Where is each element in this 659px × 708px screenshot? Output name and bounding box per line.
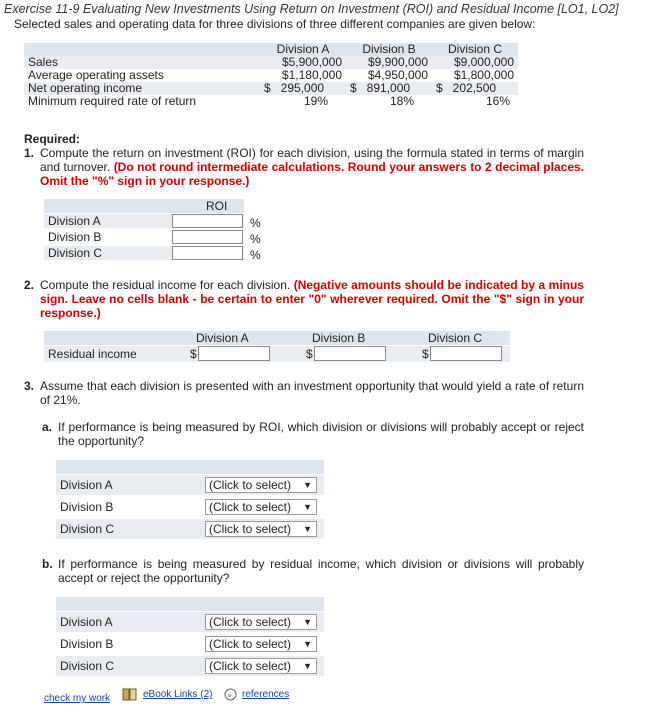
cell: 18% (389, 94, 414, 108)
references-label: references (242, 689, 290, 700)
question-3 (24, 379, 584, 407)
cell: $ 295,000 (260, 82, 346, 95)
q3b-select-division-b[interactable] (205, 636, 317, 652)
roi-input-division-a[interactable] (172, 214, 243, 228)
roi-table-header (44, 199, 244, 213)
question-number: 1. (24, 146, 35, 160)
row-label: Sales (24, 56, 260, 69)
cell: $9,900,000 (346, 56, 432, 69)
q3a-row-label: Division B (60, 500, 114, 514)
select-value: (Click to select) (209, 659, 292, 673)
percent-sign: % (250, 232, 261, 246)
required-heading: Required: (24, 132, 81, 146)
question-number: 2. (24, 278, 35, 292)
cell: $1,180,000 (281, 68, 342, 82)
question-number: 3. (24, 379, 35, 393)
dropdown-arrow-icon: ▼ (303, 502, 312, 512)
dropdown-arrow-icon: ▼ (303, 524, 312, 534)
q3b-select-division-c[interactable] (205, 658, 317, 674)
roi-column-header: ROI (206, 199, 228, 213)
check-my-work-link[interactable] (44, 690, 110, 704)
cell: $ 202,500 (432, 82, 518, 95)
percent-sign: % (250, 248, 261, 262)
book-icon (122, 688, 138, 701)
references-icon (224, 688, 237, 701)
row-label: Minimum required rate of return (28, 94, 197, 108)
q3b-select-division-a[interactable] (205, 614, 317, 630)
col-division-b: Division B (346, 43, 432, 56)
question-text: If performance is being measured by residual income, which division or divisions will probably accept or reject the opportunity? (58, 557, 584, 585)
col-division-c: Division C (428, 331, 483, 345)
dropdown-arrow-icon: ▼ (303, 617, 312, 627)
question-text: Assume that each division is presented with an investment opportunity that would yield a rate of return of 21%. (40, 379, 584, 407)
ebook-links-label: eBook Links (2) (143, 689, 213, 700)
exercise-title: Exercise 11-9 Evaluating New Investments Using Return on Investment (ROI) and Residual Income [LO1, LO2] (4, 2, 619, 16)
dropdown-arrow-icon: ▼ (303, 639, 312, 649)
select-value: (Click to select) (209, 522, 292, 536)
select-value: (Click to select) (209, 637, 292, 651)
select-value: (Click to select) (209, 478, 292, 492)
references-link[interactable] (224, 688, 289, 701)
q3b-row-label: Division C (60, 659, 115, 673)
cell: $1,800,000 (453, 68, 514, 82)
question-3b (42, 557, 584, 585)
select-value: (Click to select) (209, 615, 292, 629)
dropdown-arrow-icon: ▼ (303, 661, 312, 671)
col-division-b: Division B (312, 331, 366, 345)
select-value: (Click to select) (209, 500, 292, 514)
cell: 16% (485, 94, 510, 108)
roi-row-label: Division A (48, 214, 101, 228)
dollar-sign: $ (306, 347, 313, 361)
cell: $ 891,000 (346, 82, 432, 95)
check-my-work-label: check my work (44, 693, 111, 704)
question-instructions: (Negative amounts should be indicated by a minus sign. Leave no cells blank - be certain to enter "0" wherever required. Omit the "$" sign in your response.) (40, 278, 584, 320)
question-instructions: (Do not round intermediate calculations. Round your answers to 2 decimal places. Omit the "%" sign in your response.) (40, 160, 584, 188)
exercise-subtitle: Selected sales and operating data for three divisions of three different companies are given below: (14, 17, 536, 31)
cell: $5,900,000 (260, 56, 346, 69)
question-text: Compute the residual income for each division. (40, 278, 291, 292)
dollar-sign: $ (422, 347, 429, 361)
q3b-row-label: Division A (60, 615, 113, 629)
question-letter: b. (42, 557, 53, 571)
q3a-table-header (56, 460, 324, 474)
residual-income-label: Residual income (48, 347, 137, 361)
col-division-a: Division A (196, 331, 249, 345)
residual-input-division-b[interactable] (314, 346, 386, 361)
q3b-row-label: Division B (60, 637, 114, 651)
question-text: If performance is being measured by ROI, which division or divisions will probably accept or reject the opportunity? (58, 420, 584, 448)
residual-input-division-c[interactable] (430, 346, 502, 361)
table-header-row (24, 43, 518, 56)
cell: 19% (303, 94, 328, 108)
q3a-select-division-a[interactable] (205, 477, 317, 493)
question-3a (42, 420, 584, 448)
roi-input-division-c[interactable] (172, 246, 243, 260)
q3b-table-header (56, 597, 324, 611)
row-label: Average operating assets (28, 68, 164, 82)
dropdown-arrow-icon: ▼ (303, 480, 312, 490)
q3a-row-label: Division A (60, 478, 113, 492)
roi-row-label: Division B (48, 230, 102, 244)
roi-row-label: Division C (48, 246, 103, 260)
residual-table-header (44, 331, 510, 345)
col-division-c: Division C (432, 43, 518, 56)
row-label: Net operating income (24, 82, 260, 95)
question-letter: a. (42, 420, 53, 434)
question-1 (24, 146, 584, 188)
dollar-sign: $ (190, 347, 197, 361)
table-row (24, 95, 518, 108)
q3a-select-division-b[interactable] (205, 499, 317, 515)
ebook-links-link[interactable] (122, 688, 212, 701)
svg-text:»: » (227, 691, 232, 700)
cell: $9,000,000 (432, 56, 518, 69)
division-data-table (24, 43, 518, 108)
cell: $4,950,000 (367, 68, 428, 82)
percent-sign: % (250, 216, 261, 230)
q3a-select-division-c[interactable] (205, 521, 317, 537)
col-division-a: Division A (260, 43, 346, 56)
residual-input-division-a[interactable] (198, 346, 270, 361)
question-2 (24, 278, 584, 320)
roi-input-division-b[interactable] (172, 230, 243, 244)
question-text: Compute the return on investment (ROI) for each division, using the formula stated in terms of margin and turnover. (40, 146, 584, 174)
q3a-row-label: Division C (60, 522, 115, 536)
